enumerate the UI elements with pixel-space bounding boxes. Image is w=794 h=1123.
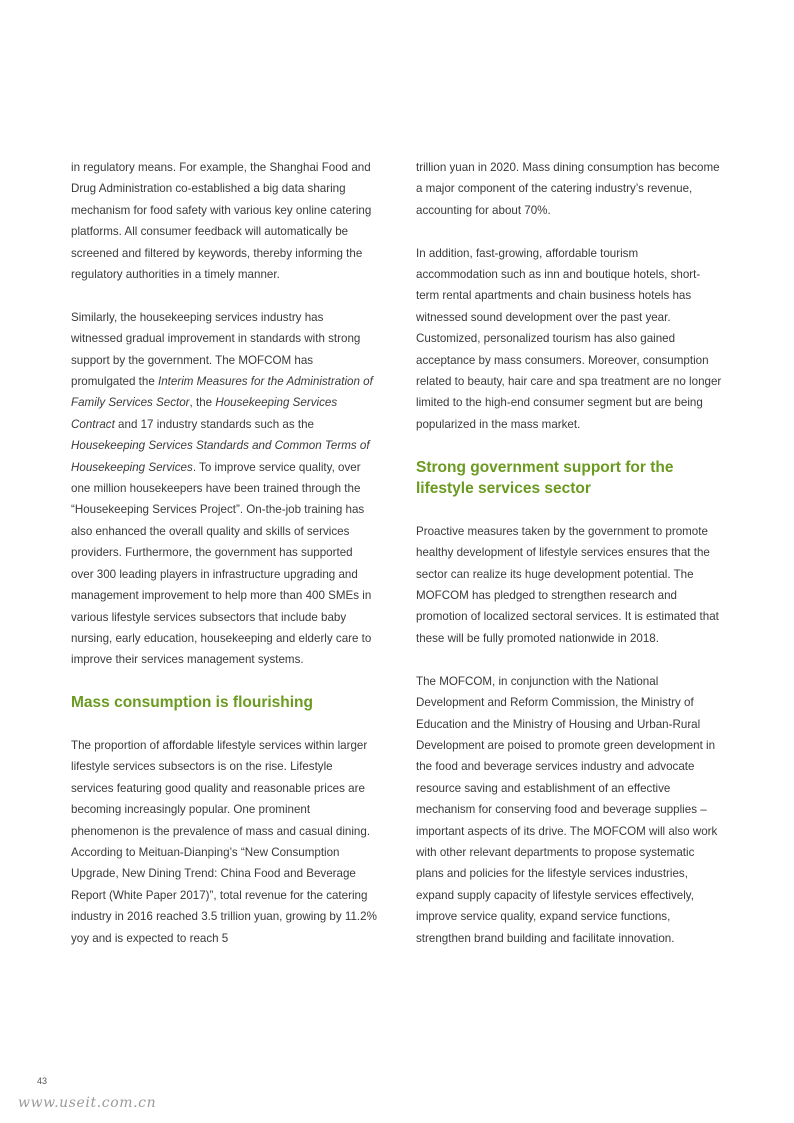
left-column [71,157,377,970]
page-number: 43 [37,1076,48,1086]
body-paragraph: In addition, fast-growing, affordable tourism accommodation such as inn and boutique hotels, short-term rental apartments and chain business hotels has witnessed sound development over the past year. Customized, personalized tourism has also gained acceptance by mass consumers. Moreover, consumption related to beauty, hair care and spa treatment are no longer limited to the high-end consumer segment but are being popularized in the mass market. [416,246,722,431]
text-run: Similarly, the housekeeping services industry has witnessed gradual improvement in standards with strong support by the government. The MOFCOM has promulgated the [71,310,361,389]
body-paragraph: The proportion of affordable lifestyle services within larger lifestyle services subsectors is on the rise. Lifestyle services featuring good quality and reasonable prices are becoming increasingly popular. One prominent phenomenon is the prevalence of mass and casual dining. According to Meituan-Dianping’s “New Consumption Upgrade, New Dining Trend: China Food and Beverage Report (White Paper 2017)”, total revenue for the catering industry in 2016 reached 3.5 trillion yuan, growing by 11.2% yoy and is expected to reach 5 [71,738,377,945]
right-column [416,157,722,970]
section-heading: Strong government support for the lifestyle services sector [416,458,674,498]
body-paragraph [71,307,377,671]
watermark: www.useit.com.cn [18,1095,157,1111]
text-run: , the [189,396,216,410]
body-paragraph: Proactive measures taken by the government to promote healthy development of lifestyle services ensures that the sector can realize its huge development potential. The MOFCOM has pledged to strengthen research and promotion of localized sectoral services. It is estimated that these will be fully promoted nationwide in 2018. [416,524,719,645]
document-title-italic: Housekeeping Services Standards and Common Terms of Housekeeping Services [71,439,370,474]
document-title-italic: Interim Measures for the Administration of Family Services Sector [71,375,373,410]
document-title-italic: Housekeeping Services Contract [71,396,338,431]
body-paragraph: trillion yuan in 2020. Mass dining consumption has become a major component of the catering industry’s revenue, accounting for about 70%. [416,161,720,217]
body-paragraph: The MOFCOM, in conjunction with the National Development and Reform Commission, the Ministry of Education and the Ministry of Housing and Urban-Rural Development are poised to promote green development in the food and beverage services industry and advocate resource saving and establishment of an effective mechanism for conserving food and beverage supplies – important aspects of its drive. The MOFCOM will also work with other relevant departments to propose systematic plans and policies for the lifestyle services industries, expand supply capacity of lifestyle services effectively, improve service quality, expand service functions, strengthen brand building and facilitate innovation. [416,674,718,945]
body-paragraph: in regulatory means. For example, the Shanghai Food and Drug Administration co-established a big data sharing mechanism for food safety with various key online catering platforms. All consumer feedback will automatically be screened and filtered by keywords, thereby informing the regulatory authorities in a timely manner. [71,161,372,282]
text-run: and 17 industry standards such as the [114,417,314,431]
section-heading: Mass consumption is flourishing [71,694,313,712]
text-run: . To improve service quality, over one million housekeepers have been trained through the “Housekeeping Services Project”. On-the-job training has also enhanced the overall quality and skills of services providers. Furthermore, the government has supported over 300 leading players in infrastructure upgrading and management improvement to help more than 400 SMEs in various lifestyle services subsectors that include baby nursing, early education, housekeeping and elderly care to improve their services management systems. [71,460,372,667]
